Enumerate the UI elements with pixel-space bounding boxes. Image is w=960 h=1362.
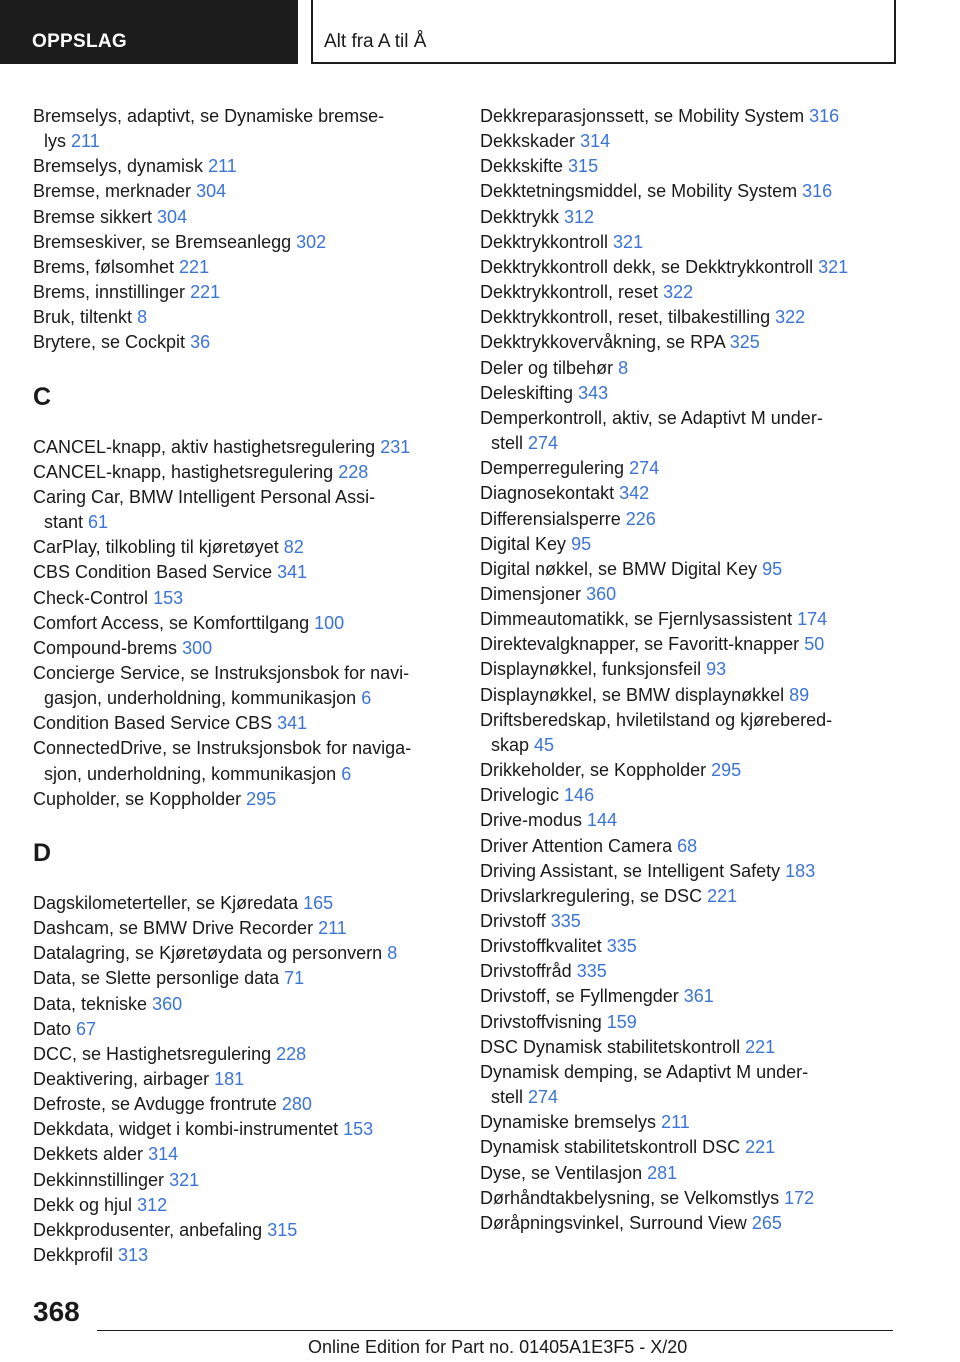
page-link[interactable]: 295 xyxy=(711,760,742,781)
index-entry xyxy=(33,586,473,611)
index-entry xyxy=(33,1193,473,1218)
page-link[interactable]: 231 xyxy=(380,436,411,457)
page-link[interactable]: 89 xyxy=(789,684,810,705)
page-link[interactable]: 295 xyxy=(246,788,277,809)
index-entry xyxy=(33,104,473,154)
section-tab xyxy=(0,0,298,64)
index-entry xyxy=(33,560,473,585)
index-entry xyxy=(480,632,950,657)
index-term: DSC Dynamisk stabilitetskontroll xyxy=(480,1036,741,1057)
index-entry xyxy=(33,230,473,255)
index-term: ConnectedDrive, se Instruksjonsbok for naviga- xyxy=(33,738,412,759)
page-link[interactable]: 322 xyxy=(775,307,806,328)
page-link[interactable]: 8 xyxy=(137,307,148,328)
page-link[interactable]: 304 xyxy=(157,206,188,227)
index-entry xyxy=(33,711,473,736)
index-term: Dekkreparasjonssett, se Mobility System xyxy=(480,106,805,126)
index-term: Cupholder, se Koppholder xyxy=(33,788,242,809)
index-entry xyxy=(480,381,950,406)
index-entry xyxy=(33,736,473,786)
index-entry xyxy=(33,992,473,1017)
index-term: Drivstoffkvalitet xyxy=(480,936,602,957)
index-term: Dekktrykkontroll, reset, tilbakestilling xyxy=(480,307,771,328)
page-link[interactable]: 174 xyxy=(797,609,828,630)
index-term: Bremselys, adaptivt, se Dynamiske bremse- xyxy=(33,106,385,126)
index-term: Dekktrykkontroll dekk, se Dekktrykkontroll xyxy=(480,256,814,277)
index-letter-heading: D xyxy=(33,838,52,867)
index-term: Bremse sikkert xyxy=(33,206,153,227)
index-entry xyxy=(480,205,950,230)
index-entry xyxy=(33,460,473,485)
index-entry xyxy=(480,532,950,557)
page-link[interactable]: 153 xyxy=(153,587,184,608)
page-link[interactable]: 343 xyxy=(578,382,609,403)
index-term: DCC, se Hastighetsregulering xyxy=(33,1043,272,1064)
page-link[interactable]: 322 xyxy=(663,282,694,303)
index-entry xyxy=(480,255,950,280)
index-term: Direktevalgknapper, se Favoritt-knapper xyxy=(480,634,800,655)
index-entry xyxy=(33,154,473,179)
page-link[interactable]: 6 xyxy=(361,688,372,709)
index-term: Displaynøkkel, funksjonsfeil xyxy=(480,659,702,680)
index-term: Dimmeautomatikk, se Fjernlysassistent xyxy=(480,609,793,630)
page-number: 368 xyxy=(33,1296,80,1327)
index-entry xyxy=(480,758,950,783)
index-entry xyxy=(480,330,950,355)
index-entry xyxy=(480,1211,950,1236)
index-term: stell xyxy=(491,433,524,454)
index-term: Deaktivering, airbager xyxy=(33,1069,210,1089)
index-entry xyxy=(33,330,473,355)
page-link[interactable]: 144 xyxy=(587,810,618,831)
page-link[interactable]: 274 xyxy=(528,433,559,454)
index-term: Dynamiske bremselys xyxy=(480,1112,657,1133)
index-entry xyxy=(480,557,950,582)
page-link[interactable]: 300 xyxy=(182,637,213,658)
index-entry xyxy=(33,485,473,535)
index-letter-heading: C xyxy=(33,382,52,411)
index-entry xyxy=(480,708,950,758)
index-entry xyxy=(480,305,950,330)
page-link[interactable]: 321 xyxy=(613,231,644,252)
index-entry xyxy=(480,179,950,204)
index-entry xyxy=(33,611,473,636)
page-link[interactable]: 312 xyxy=(564,206,595,227)
index-term: Driving Assistant, se Intelligent Safety xyxy=(480,860,781,881)
page-link[interactable]: 211 xyxy=(318,918,347,939)
index-term: Drivstoff, se Fyllmengder xyxy=(480,986,679,1007)
index-term: Drive-modus xyxy=(480,810,583,831)
index-term: Demperregulering xyxy=(480,458,625,479)
index-entry xyxy=(480,959,950,984)
index-entry xyxy=(33,1042,473,1067)
page-link[interactable]: 228 xyxy=(338,461,369,482)
index-entry xyxy=(33,1067,473,1092)
index-term: Bruk, tiltenkt xyxy=(33,307,133,328)
index-entry xyxy=(33,1142,473,1167)
index-entry xyxy=(480,859,950,884)
page-link[interactable]: 8 xyxy=(387,943,398,964)
index-term: Dashcam, se BMW Drive Recorder xyxy=(33,918,314,939)
index-entry xyxy=(480,154,950,179)
index-term: Dekkskader xyxy=(480,131,576,152)
index-term: Driver Attention Camera xyxy=(480,835,673,856)
index-term: sjon, underholdning, kommunikasjon xyxy=(44,763,337,784)
page-link[interactable]: 68 xyxy=(677,835,698,856)
index-entry xyxy=(33,1218,473,1243)
page-link[interactable]: 302 xyxy=(296,231,327,252)
index-column-left xyxy=(33,104,473,1268)
index-term: CBS Condition Based Service xyxy=(33,562,273,583)
index-entry xyxy=(480,1010,950,1035)
page-link[interactable]: 304 xyxy=(196,181,227,202)
index-term: Differensialsperre xyxy=(480,508,621,529)
index-term: Drivstoffvisning xyxy=(480,1011,602,1032)
index-entry xyxy=(33,255,473,280)
page-link[interactable]: 321 xyxy=(169,1169,200,1190)
index-entry xyxy=(33,1168,473,1193)
index-term: Dimensjoner xyxy=(480,583,582,604)
page-link[interactable]: 100 xyxy=(314,612,345,633)
index-term: Demperkontroll, aktiv, se Adaptivt M under- xyxy=(480,407,823,428)
page-link[interactable]: 146 xyxy=(564,785,595,806)
page-link[interactable]: 153 xyxy=(343,1119,374,1140)
index-term: Dyse, se Ventilasjon xyxy=(480,1162,643,1183)
page-link[interactable]: 183 xyxy=(785,860,816,881)
index-term: Dekkdata, widget i kombi-instrumentet xyxy=(33,1119,339,1140)
index-entry xyxy=(33,305,473,330)
index-entry xyxy=(33,1243,473,1268)
index-entry xyxy=(480,1186,950,1211)
page-link[interactable]: 221 xyxy=(179,256,210,277)
page-link[interactable]: 6 xyxy=(341,763,352,784)
page-link[interactable]: 315 xyxy=(568,156,599,177)
page-link[interactable]: 360 xyxy=(586,583,617,604)
page-link[interactable]: 221 xyxy=(707,885,738,906)
index-term: Dekktrykkovervåkning, se RPA xyxy=(480,332,725,353)
page-link[interactable]: 335 xyxy=(576,961,607,982)
index-term: Dekkets alder xyxy=(33,1144,144,1165)
page-link[interactable]: 45 xyxy=(534,734,555,755)
page-link[interactable]: 95 xyxy=(762,558,783,579)
index-term: Brems, innstillinger xyxy=(33,282,186,303)
index-entry xyxy=(480,1161,950,1186)
index-entry xyxy=(33,280,473,305)
page-link[interactable]: 93 xyxy=(706,659,727,680)
page-link[interactable]: 67 xyxy=(76,1018,97,1039)
index-term: Drivelogic xyxy=(480,785,560,806)
index-column-right xyxy=(480,104,950,1236)
page-link[interactable]: 335 xyxy=(606,936,637,957)
index-entry xyxy=(33,179,473,204)
page-link[interactable]: 8 xyxy=(618,357,629,378)
index-entry xyxy=(480,356,950,381)
page-link[interactable]: 228 xyxy=(276,1043,307,1064)
section-title: OPPSLAG xyxy=(32,31,128,52)
index-entry xyxy=(33,941,473,966)
page-link[interactable]: 274 xyxy=(528,1087,559,1108)
index-term: Drivstoff xyxy=(480,911,546,931)
index-term: Comfort Access, se Komforttilgang xyxy=(33,612,310,633)
index-term: Concierge Service, se Instruksjonsbok for navi- xyxy=(33,662,410,683)
index-term: stell xyxy=(491,1087,524,1108)
page-link[interactable]: 165 xyxy=(303,892,334,913)
index-entry xyxy=(480,1135,950,1160)
index-term: Dekkskifte xyxy=(480,156,564,177)
index-entry xyxy=(480,834,950,859)
index-entry xyxy=(33,661,473,711)
index-term: Dekktrykkontroll xyxy=(480,231,609,252)
page-link[interactable]: 61 xyxy=(88,512,109,533)
index-entry xyxy=(33,1017,473,1042)
page-link[interactable]: 281 xyxy=(647,1162,678,1183)
index-term: CANCEL-knapp, aktiv hastighetsregulering xyxy=(33,436,376,457)
page-link[interactable]: 221 xyxy=(190,282,221,303)
index-term: Dekkinnstillinger xyxy=(33,1169,165,1190)
page-link[interactable]: 172 xyxy=(784,1187,815,1208)
index-entry xyxy=(480,280,950,305)
index-entry xyxy=(480,1060,950,1110)
index-term: Dekk og hjul xyxy=(33,1194,133,1215)
page-link[interactable]: 361 xyxy=(683,986,714,1007)
index-entry xyxy=(480,783,950,808)
index-entry xyxy=(33,205,473,230)
index-term: Drikkeholder, se Koppholder xyxy=(480,760,707,781)
index-entry xyxy=(480,230,950,255)
index-term: CANCEL-knapp, hastighetsregulering xyxy=(33,461,334,482)
index-term: Dynamisk demping, se Adaptivt M under- xyxy=(480,1061,809,1082)
page-link[interactable]: 221 xyxy=(745,1137,776,1158)
index-term: Dørhåndtakbelysning, se Velkomstlys xyxy=(480,1187,780,1208)
page-link[interactable]: 280 xyxy=(281,1094,312,1115)
index-entry xyxy=(480,582,950,607)
index-term: Deler og tilbehør xyxy=(480,357,614,378)
index-entry xyxy=(33,636,473,661)
index-term: Dekktetningsmiddel, se Mobility System xyxy=(480,181,798,202)
index-term: Bremse, merknader xyxy=(33,181,192,202)
index-entry xyxy=(480,129,950,154)
index-entry xyxy=(480,683,950,708)
index-entry xyxy=(480,984,950,1009)
index-term: Dekktrykkontroll, reset xyxy=(480,282,659,303)
index-entry xyxy=(480,909,950,934)
page-link[interactable]: 314 xyxy=(148,1144,179,1165)
page-link[interactable]: 316 xyxy=(802,181,833,202)
index-term: CarPlay, tilkobling til kjøretøyet xyxy=(33,537,279,558)
edition-note: Online Edition for Part no. 01405A1E3F5 - X/20 xyxy=(308,1337,688,1357)
page-link[interactable]: 265 xyxy=(751,1212,782,1233)
index-entry xyxy=(33,916,473,941)
index-term: Data, tekniske xyxy=(33,993,148,1014)
index-term: Dekktrykk xyxy=(480,206,560,227)
index-term: Dekkprodusenter, anbefaling xyxy=(33,1219,263,1240)
index-entry xyxy=(480,1035,950,1060)
page-link[interactable]: 181 xyxy=(214,1069,245,1089)
page-link[interactable]: 71 xyxy=(284,968,305,989)
index-term: Bremselys, dynamisk xyxy=(33,156,204,177)
index-term: Caring Car, BMW Intelligent Personal Assi- xyxy=(33,486,376,507)
index-term: Datalagring, se Kjøretøydata og personvern xyxy=(33,943,383,964)
index-term: Condition Based Service CBS xyxy=(33,713,273,734)
index-term: Diagnosekontakt xyxy=(480,483,615,504)
page-link[interactable]: 316 xyxy=(809,106,840,126)
index-term: stant xyxy=(44,512,84,533)
page-link[interactable]: 360 xyxy=(152,993,183,1014)
index-term: Brems, følsomhet xyxy=(33,256,175,277)
footer-divider xyxy=(97,1330,893,1331)
index-entry xyxy=(33,891,473,916)
index-entry xyxy=(480,808,950,833)
page-link[interactable]: 274 xyxy=(629,458,660,479)
index-entry xyxy=(33,1092,473,1117)
index-entry xyxy=(33,535,473,560)
index-entry xyxy=(480,456,950,481)
page-link[interactable]: 335 xyxy=(550,911,581,931)
index-entry xyxy=(480,657,950,682)
page-link[interactable]: 313 xyxy=(118,1245,149,1266)
index-term: Digital nøkkel, se BMW Digital Key xyxy=(480,558,758,579)
page-link[interactable]: 321 xyxy=(818,256,849,277)
index-term: Drivslarkregulering, se DSC xyxy=(480,885,703,906)
page-link[interactable]: 95 xyxy=(571,533,592,554)
index-term: skap xyxy=(491,734,530,755)
index-term: Check-Control xyxy=(33,587,149,608)
page-link[interactable]: 315 xyxy=(267,1219,298,1240)
index-term: Brytere, se Cockpit xyxy=(33,332,186,353)
index-entry xyxy=(33,787,473,812)
index-entry xyxy=(33,435,473,460)
index-term: Displaynøkkel, se BMW displaynøkkel xyxy=(480,684,785,705)
index-entry xyxy=(33,1117,473,1142)
index-term: Data, se Slette personlige data xyxy=(33,968,280,989)
index-term: Dato xyxy=(33,1018,72,1039)
page-link[interactable]: 342 xyxy=(619,483,650,504)
index-term: Dagskilometerteller, se Kjøredata xyxy=(33,892,299,913)
page-link[interactable]: 211 xyxy=(661,1112,690,1133)
index-term: Dynamisk stabilitetskontroll DSC xyxy=(480,1137,741,1158)
index-term: Defroste, se Avdugge frontrute xyxy=(33,1094,277,1115)
chapter-title: Alt fra A til Å xyxy=(324,31,427,52)
page-link[interactable]: 159 xyxy=(606,1011,637,1032)
page-link[interactable]: 341 xyxy=(277,713,308,734)
index-entry xyxy=(480,507,950,532)
index-term: Bremseskiver, se Bremseanlegg xyxy=(33,231,292,252)
page-link[interactable]: 36 xyxy=(190,332,211,353)
index-entry xyxy=(480,104,950,129)
index-entry xyxy=(33,966,473,991)
page-link[interactable]: 314 xyxy=(580,131,611,152)
index-term: Drivstoffråd xyxy=(480,961,572,982)
page-link[interactable]: 221 xyxy=(745,1036,776,1057)
index-term: Compound-brems xyxy=(33,637,178,658)
index-entry xyxy=(480,607,950,632)
index-entry xyxy=(480,481,950,506)
index-term: Driftsberedskap, hviletilstand og kjørebered- xyxy=(480,709,833,730)
page-link[interactable]: 211 xyxy=(71,131,100,152)
index-term: Deleskifting xyxy=(480,382,574,403)
page-link[interactable]: 211 xyxy=(208,156,237,177)
page-link[interactable]: 341 xyxy=(277,562,308,583)
page-link[interactable]: 226 xyxy=(625,508,656,529)
page-link[interactable]: 325 xyxy=(729,332,760,353)
index-entry xyxy=(480,1110,950,1135)
index-entry xyxy=(480,884,950,909)
page-link[interactable]: 82 xyxy=(283,537,304,558)
page-link[interactable]: 50 xyxy=(804,634,825,655)
index-entry xyxy=(480,406,950,456)
index-term: Døråpningsvinkel, Surround View xyxy=(480,1212,747,1233)
index-term: Digital Key xyxy=(480,533,567,554)
index-term: Dekkprofil xyxy=(33,1245,114,1266)
index-term: lys xyxy=(44,131,66,152)
chapter-header xyxy=(311,0,896,64)
index-entry xyxy=(480,934,950,959)
index-term: gasjon, underholdning, kommunikasjon xyxy=(44,688,357,709)
page-link[interactable]: 312 xyxy=(137,1194,168,1215)
